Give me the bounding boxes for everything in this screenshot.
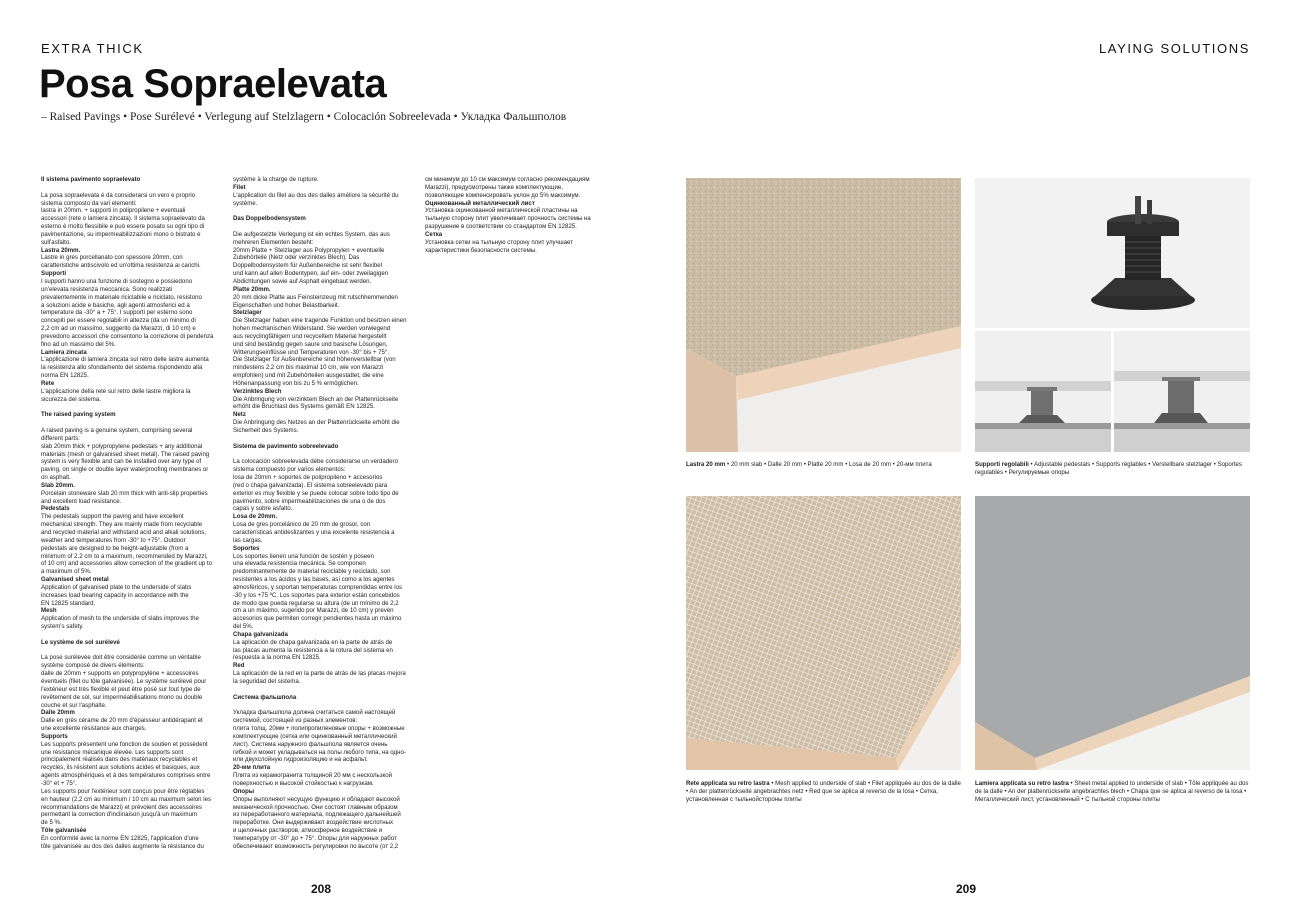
text-line: I supporti hanno una funzione di sostegno e possiedono — [41, 277, 193, 285]
text-column-1 — [41, 176, 223, 851]
text-line: une résistance mécanique élevée. Les supports sont — [41, 748, 184, 756]
text-line: L'applicazione di lamiera zincata sul retro delle lastre aumenta — [41, 356, 209, 364]
text-line: Установка оцинкованной металлической пластины на — [425, 207, 578, 215]
text-line: l'extérieur est très flexible et peut être posé sur tout type de — [41, 685, 201, 693]
text-line: agents atmosphériques et à des températures comprises entre — [41, 772, 211, 780]
text-line: recommandations de Marazzi) et prévoient des accessoires — [41, 803, 202, 811]
text-line: 20 mm dicke Platte aus Feinsteinzeug mit rutschhemmenden — [233, 293, 398, 301]
text-line: accesorios que permiten corregir pendientes hasta un máximo — [233, 615, 402, 623]
text-line: разрушение в соответствии со стандартом EN 12825. — [425, 223, 577, 231]
section-heading: Pedestals — [41, 505, 70, 513]
text-line: a soluzioni acide e basiche, agli agenti atmosferici ed a — [41, 301, 190, 309]
text-line: Установка сетки на тыльную сторону плит улучшает — [425, 238, 574, 246]
text-line: de 5 %. — [41, 819, 62, 827]
text-line: Los soportes tienen una función de sostén y poseen — [233, 552, 374, 560]
section-kicker: EXTRA THICK — [41, 41, 144, 56]
adjustable-pedestal-photo — [975, 178, 1250, 328]
text-line: esterno è molto flessibile e può essere posato su ogni tipo di — [41, 223, 205, 231]
section-illustration-left — [975, 331, 1111, 452]
section-heading: Red — [233, 662, 245, 670]
text-line: and recycled material and withstand acid and alkali solutions, — [41, 528, 206, 536]
section-heading: Soportes — [233, 544, 260, 552]
text-line: weather and temperatures from -30° to +75°. Outdoor — [41, 536, 186, 544]
text-line: Application of mesh to the underside of slabs improves the — [41, 615, 199, 623]
section-heading: Tôle galvanisée — [41, 827, 87, 835]
caption-mesh-title: Rete applicata su retro lastra — [686, 780, 770, 787]
text-line: atmosféricos, y soportan temperaturas comprendidas entre los — [233, 583, 403, 591]
slab-20mm-illustration — [686, 178, 961, 452]
text-column-2 — [233, 176, 417, 851]
text-line: Опоры выполняют несущую функцию и обладают высокой — [233, 795, 400, 803]
spacer — [233, 702, 417, 710]
text-line: una elevada resistencia mecánica. Se componen — [233, 560, 366, 568]
text-line: prevalentemente in materiale riciclabile e riciclato, resistono — [41, 293, 202, 301]
section-heading: 20-мм плита — [233, 764, 271, 772]
text-line: Lastre in gres porcellanato con spessore 20mm, con — [41, 254, 183, 262]
spacer — [41, 631, 223, 639]
text-line: позволяющие компенсировать уклон до 5% максимум. — [425, 191, 581, 199]
page-subtitle: – Raised Pavings • Pose Surélevé • Verlegung auf Stelzlagern • Colocación Sobreelevada • Укладка Фальшполов — [41, 111, 567, 123]
caption-pedestal-text: • Adjustable pedestals • Supports réglables • Verstellbare stelzlager • Soportes regulables • Регулируемые опоры — [975, 461, 1242, 476]
page-title: Posa Sopraelevata — [39, 62, 387, 106]
pedestal-section-photo-left — [975, 331, 1111, 452]
caption-mesh-text: • Mesh applied to underside of slab • Filet appliquée au dos de la dalle • An der plattenrückseite angebrachtes netz • Red que se aplica al reverso de la losa • Сетка, установленная с тыльнойстороны плиты — [686, 780, 961, 803]
text-line: или двухслойную гидроизоляцию и на асфальт. — [233, 756, 368, 764]
text-line: sistema composto da vari elementi: — [41, 199, 137, 207]
text-line: La aplicación de la red en la parte de atrás de las placas mejora — [233, 670, 406, 678]
text-line: Die Anbringung von verzinktem Blech an der Plattenrückseite — [233, 395, 399, 403]
text-line: и щелочных растворов, атмосферное воздействие и — [233, 827, 383, 835]
text-line: revêtement de sol, sur imperméabilisations mono ou double — [41, 693, 203, 701]
text-line: la seguridad del sistema. — [233, 678, 301, 685]
text-line: predominantemente de material reciclable y reciclado, son — [233, 568, 391, 576]
text-line: mechanical strength. They are mainly made from recyclable — [41, 521, 203, 529]
text-line: обеспечивают возможность регулировки по высоте (от 2,2 — [233, 842, 399, 850]
spacer — [233, 207, 417, 215]
section-heading: Lastra 20mm. — [41, 246, 81, 254]
spacer — [233, 451, 417, 459]
spacer — [41, 647, 223, 655]
mesh-backed-slab-photo — [686, 496, 961, 770]
pedestal-section-photo-right — [1114, 331, 1250, 452]
text-line: Les supports présentent une fonction de soutien et possèdent — [41, 740, 208, 748]
section-heading: Das Doppelbodensystem — [233, 215, 306, 223]
caption-slab-title: Lastra 20 mm — [686, 461, 726, 468]
text-line: The pedestals support the paving and have excellent — [41, 513, 184, 521]
text-line: Die Stelzlager haben eine tragende Funktion und besitzen einen — [233, 317, 407, 325]
text-line: different parts: — [41, 434, 80, 442]
text-line: temperature da -30° a + 75°. I supporti per esterno sono — [41, 309, 193, 317]
text-line: L'application du filet au dos des dalles améliore la sécurité du — [233, 191, 399, 199]
text-line: tôle galvanisée au dos des dalles augmente la résistance du — [41, 842, 204, 850]
text-line: A raised paving is a genuine system, comprising several — [41, 427, 193, 434]
text-line: la resistenza allo sfondamento del sistema rispondendo alla — [41, 364, 203, 372]
text-line: Die Stelzlager für Außenbereiche sind höhenverstellbar (von — [233, 356, 396, 364]
text-line: dalle de 20mm + supports en polypropylène + accessoires — [41, 670, 199, 678]
text-line: Dalle en grès cérame de 20 mm d'épaisseur antidérapant et — [41, 717, 203, 725]
text-line: losa de 20mm + soportes de polipropileno + accesorios — [233, 474, 383, 482]
text-line: La colocación sobreelevada debe considerarse un verdadero — [233, 458, 398, 466]
pedestal-illustration — [975, 178, 1250, 328]
text-line: из переработанного материала, подлежащего дальнейшей — [233, 811, 401, 819]
text-line: permettant la correction d'inclinaison jusqu'à un maximum — [41, 811, 198, 819]
text-line: Marazzi), предусмотрены также комплектующие, — [425, 183, 563, 191]
text-line: un'elevata resistenza meccanica. Sono realizzati — [41, 285, 173, 293]
section-heading: Slab 20mm. — [41, 481, 75, 489]
section-heading: Netz — [233, 411, 246, 419]
text-line: del 5%. — [233, 623, 254, 631]
text-line: переработке. Они выдерживают воздействие кислотных — [233, 819, 394, 827]
text-line: on asphalt. — [41, 474, 71, 482]
text-line: und sind beständig gegen saure und basische Lösungen, — [233, 340, 388, 348]
text-line: Losa de gres porcelánico de 20 mm de grosor, con — [233, 521, 371, 529]
section-heading: Rete — [41, 379, 55, 387]
category-kicker: LAYING SOLUTIONS — [1098, 41, 1250, 56]
section-heading: Losa de 20mm. — [233, 513, 278, 521]
caption-sheet-title: Lamiera applicata su retro lastra — [975, 780, 1069, 787]
caption-slab-text: • 20 mm slab • Dalle 20 mm • Platte 20 mm • Losa de 20 mm • 20-мм плита — [725, 461, 932, 468]
section-heading: Sistema de pavimento sobreelevado — [233, 442, 339, 450]
text-line: norma EN 12825. — [41, 372, 89, 380]
text-line: increases load bearing capacity in accordance with the — [41, 591, 189, 599]
text-line: aus recyclingfähigem und recyceltem Material hergestellt — [233, 332, 387, 340]
text-line: exterior es muy flexible y se puede colocar sobre todo tipo de — [233, 489, 399, 497]
section-heading: Supporti — [41, 270, 67, 278]
spacer — [233, 686, 417, 694]
text-line: materials (mesh or galvanised sheet metal). The raised paving — [41, 450, 210, 458]
text-line: principalement réalisés dans des matériaux recyclables et — [41, 756, 198, 764]
text-line: (red o chapa galvanizada). El sistema sobreelevado para — [233, 481, 388, 489]
caption-mesh — [686, 780, 961, 803]
text-line: Плита из керамогранита толщиной 20 мм с нескользкой — [233, 772, 393, 780]
text-line: Die Anbringung des Netzes an der Plattenrückseite erhöht die — [233, 419, 400, 427]
text-line: fino ad un massimo del 5%. — [41, 340, 116, 348]
text-line: -30 y los +75 ºC. Los soportes para exterior están concebidos — [233, 591, 400, 599]
section-heading: Filet — [233, 183, 246, 191]
caption-pedestal-title: Supporti regolabili — [975, 461, 1029, 468]
text-line: лист). Система наружного фальшпола является очень — [233, 740, 388, 748]
text-line: une excellente résistance aux charges. — [41, 725, 147, 733]
text-line: mindestens 2,2 cm bis maximal 10 cm, wie von Marazzi — [233, 364, 384, 372]
text-line: тыльную сторону плит увеличивает прочность системы на — [425, 215, 591, 223]
text-line: minimum of 2.2 cm to a maximum, recommended by Marazzi, — [41, 552, 208, 560]
section-heading: Le système de sol surélevé — [41, 638, 120, 646]
text-line: Eigenschaften und hoher Belastbarkeit. — [233, 301, 340, 309]
spacer — [233, 223, 417, 231]
spacer — [41, 403, 223, 411]
text-line: cm a un máximo, sugerido por Marazzi, de 10 cm) y prevén — [233, 607, 394, 615]
caption-pedestal — [975, 461, 1250, 477]
caption-sheet-text: • Sheet metal applied to underside of slab • Tôle appliquée au dos de la dalle • An der plattenrückseite angebrachtes blech • Chapa que se aplica al reverso de la losa • Металлический лист, установленный • С тыльной стороны плиты — [975, 780, 1249, 803]
text-line: éventuels (filet ou tôle galvanisée). Le système surélevé pour — [41, 678, 207, 685]
section-heading: Dalle 20mm — [41, 709, 75, 717]
text-line: erhöht die Bruchlast des Systems gemäß EN 12825. — [233, 403, 375, 411]
text-line: комплектующие (сетка или оцинкованный металлический — [233, 732, 397, 740]
text-line: las cargas. — [233, 536, 263, 544]
text-line: las placas aumenta la resistencia a la rotura del sistema en — [233, 646, 393, 654]
section-heading: Supports — [41, 732, 68, 740]
text-line: caratteristiche antiscivolo ed un'ottima resistenza ai carichi. — [41, 262, 201, 270]
text-line: pavimento, sobre impermeabilizaciones de una o de dos — [233, 497, 386, 505]
section-heading: Lamiera zincata — [41, 348, 87, 356]
text-line: système. — [233, 199, 258, 207]
section-heading: Chapa galvanizada — [233, 630, 288, 638]
text-line: sicurezza del sistema. — [41, 395, 101, 403]
text-line: respuesta a la norma EN 12825. — [233, 654, 321, 662]
text-line: empfohlen) und mit Zubehörteilen ausgestattet, die eine — [233, 372, 384, 380]
text-line: Укладка фальшпола должна считаться самой настоящей — [233, 709, 396, 717]
text-line: accessori (rete o lamiera zincata). Il sistema sopraelevato da — [41, 215, 205, 223]
text-line: Les supports pour l'extérieur sont conçus pour être réglables — [41, 787, 205, 795]
text-line: Doppelbodensystem für Außenbereiche ist sehr flexibel — [233, 262, 383, 270]
text-line: гибкой и может укладываться на полы любого типа, на одно- — [233, 748, 406, 756]
text-line: couche et sur l'asphalte. — [41, 701, 107, 709]
text-line: prevedono accessori che consentono la correzione di pendenza — [41, 332, 214, 340]
text-line: hohen mechanischen Widerstand. Sie werden vorwiegend — [233, 325, 391, 333]
text-line: En conformité avec la norme EN 12825, l'application d'une — [41, 834, 199, 842]
text-line: EN 12825 standard. — [41, 599, 96, 607]
text-line: 20mm Platte + Stelzlager aus Polypropylen + eventuelle — [233, 246, 385, 254]
caption-slab — [686, 461, 961, 469]
text-line: características antideslizantes y una excelente resistencia a — [233, 528, 395, 536]
text-line: lastra in 20mm. + supporti in polipropilene + eventuali — [41, 207, 186, 215]
text-line: Abdichtungen sowie auf Asphalt eingebaut werden. — [233, 277, 372, 285]
spacer — [41, 184, 223, 192]
page-number-right: 209 — [956, 882, 977, 896]
section-heading: Опоры — [233, 787, 255, 795]
section-heading: Stelzlager — [233, 309, 262, 317]
text-line: Sicherheit des Systems. — [233, 427, 299, 434]
section-heading: Система фальшпола — [233, 693, 297, 701]
text-line: pavimentazione, su impermeabilizzazioni mono o bistrato e — [41, 230, 201, 238]
text-line: La posa sopraelevata è da considerarsi un vero e proprio — [41, 191, 196, 199]
text-line: capas y sobre asfalto. — [233, 505, 293, 513]
section-heading: Mesh — [41, 607, 57, 615]
mesh-slab-illustration — [686, 496, 961, 770]
text-line: pedestals are designed to be height-adjustable (from a — [41, 544, 189, 552]
section-heading: Galvanised sheet metal — [41, 576, 109, 584]
text-line: paving, on single or double layer waterproofing membranes or — [41, 466, 209, 474]
text-line: температуру от -30° до + 75°. Опоры для наружных работ — [233, 834, 397, 842]
text-line: Die aufgestelzte Verlegung ist ein echtes System, das aus — [233, 230, 390, 238]
text-column-3 — [425, 176, 609, 254]
text-line: -30° et + 75°. — [41, 779, 77, 787]
text-line: Application of galvanised plate to the underside of slabs — [41, 583, 192, 591]
sheet-slab-illustration — [975, 496, 1250, 770]
text-line: плита толщ. 20мм + полипропиленовые опоры + возможные — [233, 725, 405, 733]
spacer — [233, 435, 417, 443]
section-heading: Il sistema pavimento sopraelevato — [41, 176, 141, 183]
text-line: and excellent load resistance. — [41, 497, 122, 505]
text-line: und kann auf allen Bodentypen, auf ein- oder zweilagigen — [233, 270, 389, 278]
text-line: La pose surélevée doit être considérée comme un véritable — [41, 654, 201, 662]
text-line: поверхностью и высокой стойкостью к нагрузкам. — [233, 779, 374, 787]
text-line: recyclés, ils résistent aux solutions acides et basiques, aux — [41, 764, 200, 772]
text-line: характеристики безопасности системы. — [425, 246, 537, 254]
text-line: sull'asfalto. — [41, 238, 71, 246]
text-line: system is very flexible and can be installed over any type of — [41, 458, 202, 466]
text-line: механической прочностью. Они состоят главным образом — [233, 803, 398, 811]
caption-sheet — [975, 780, 1250, 803]
section-heading: Сетка — [425, 230, 443, 238]
section-heading: The raised paving system — [41, 411, 116, 419]
text-line: system's safety. — [41, 623, 84, 631]
text-line: Porcelain stoneware slab 20 mm thick with anti-slip properties — [41, 489, 208, 497]
text-line: resistentes a los ácidos y las bases, así como a los agentes — [233, 576, 395, 584]
sheet-metal-backed-slab-photo — [975, 496, 1250, 770]
slab-20mm-photo — [686, 178, 961, 452]
text-line: mehreren Elementen besteht: — [233, 238, 314, 246]
text-line: 2,2 cm ad un massimo, suggerito da Marazzi, di 10 cm) e — [41, 325, 196, 333]
text-line: Zubehörteile (Netz oder verzinktes Blech). Das — [233, 254, 360, 262]
section-heading: Platte 20mm. — [233, 285, 271, 293]
text-line: a maximum of 5%. — [41, 568, 92, 576]
section-heading: Оцинкованный металлический лист — [425, 199, 535, 207]
text-line: of 10 cm) and accessories allow correction of the gradient up to — [41, 560, 213, 568]
text-line: de modo que pueda regularse su altura (de un mínimo de 2,2 — [233, 599, 399, 607]
page-number-left: 208 — [311, 882, 332, 896]
text-line: sistema compuesto por varios elementos: — [233, 466, 346, 474]
text-line: système à la charge de rupture. — [233, 176, 319, 183]
text-line: La aplicación de chapa galvanizada en la parte de atrás de — [233, 638, 393, 646]
section-illustration-right — [1114, 331, 1250, 452]
text-line: système composé de divers éléments: — [41, 662, 145, 670]
text-line: Höhenanpassung von bis zu 5 % ermöglichen. — [233, 379, 359, 387]
text-line: concepiti per essere regolabili in altezza (da un minimo di — [41, 317, 196, 325]
text-line: системой, состоящей из разных элементов: — [233, 717, 358, 725]
text-line: L'applicazione della rete sul retro delle lastre migliora la — [41, 387, 191, 395]
spacer — [41, 419, 223, 427]
text-line: Witterungseinflüsse und Temperaturen von -30° bis + 75°. — [233, 348, 390, 356]
section-heading: Verzinktes Blech — [233, 387, 282, 395]
text-line: en hauteur (2,2 cm au minimum / 10 cm au maximum selon les — [41, 795, 212, 803]
text-line: см минимум до 10 см максимум согласно рекомендациям — [425, 176, 590, 183]
text-line: slab 20mm thick + polypropylene pedestals + any additional — [41, 442, 203, 450]
